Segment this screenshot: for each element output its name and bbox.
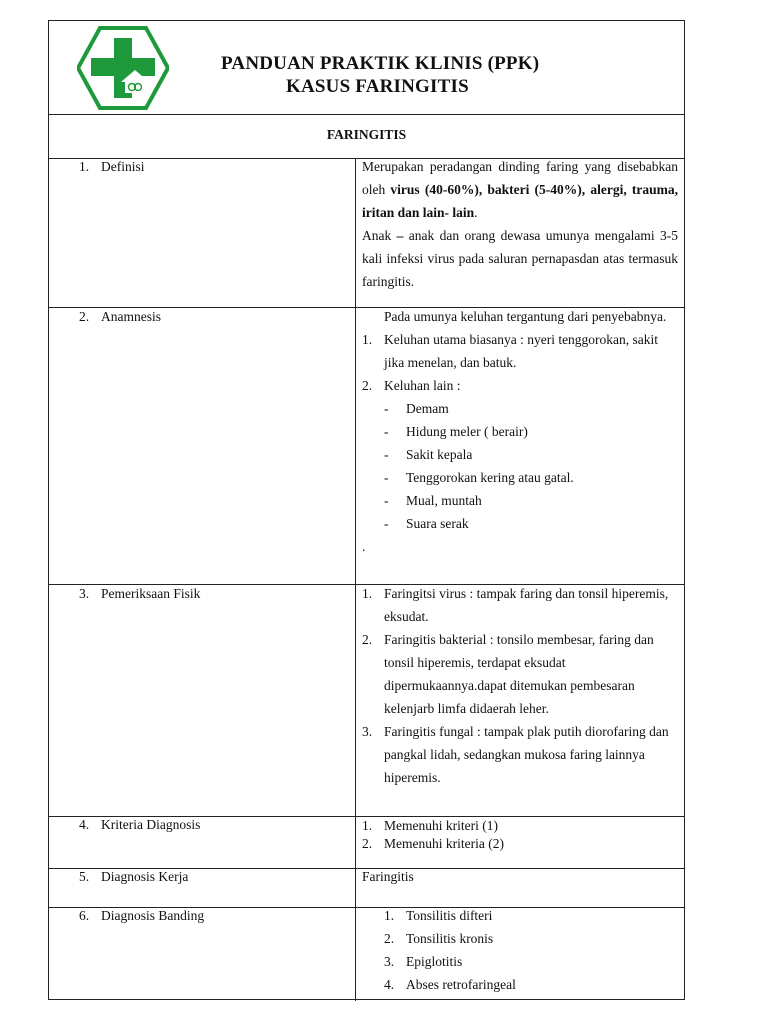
row-label-definisi: 1. Definisi — [79, 159, 145, 174]
list-item: 4. Abses retrofaringeal — [384, 977, 516, 992]
list-item: 1. Faringitsi virus : tampak faring dan tonsil hiperemis, eksudat. — [362, 586, 669, 624]
list-item: 2. Keluhan lain : — [362, 378, 461, 393]
row-label-pemeriksaan-fisik: 3. Pemeriksaan Fisik — [79, 586, 201, 601]
row-content-definisi — [362, 155, 678, 293]
section-title: FARINGITIS — [326, 127, 407, 142]
column-divider — [355, 158, 356, 1001]
health-cross-logo-icon — [77, 26, 169, 110]
row-label-diagnosis-banding: 6. Diagnosis Banding — [79, 908, 205, 923]
row-label-anamnesis: 2. Anamnesis — [79, 309, 161, 324]
row-content-anamnesis — [362, 305, 678, 558]
definition-paragraph-2: Anak – anak dan orang dewasa umunya mengalami 3-5 kali infeksi virus pada saluran pernapasdan atas termasuk faringitis. — [362, 228, 678, 289]
document-title: PANDUAN PRAKTIK KLINIS (PPK) — [221, 53, 540, 74]
list-item: 3. Faringitis fungal : tampak plak putih diorofaring dan pangkal lidah, sedangkan mukosa faring lainnya hiperemis. — [362, 724, 669, 785]
row-content-kriteria-diagnosis — [362, 817, 678, 853]
list-item: 1. Tonsilitis difteri — [384, 908, 493, 923]
section-title-row — [49, 114, 684, 159]
row-label-kriteria-diagnosis: 4. Kriteria Diagnosis — [79, 817, 201, 832]
sub-list-item: - Suara serak — [384, 516, 469, 531]
document-page — [48, 20, 685, 1000]
list-item: 1. Memenuhi kriteri (1) — [362, 818, 498, 833]
sub-list-item: - Hidung meler ( berair) — [384, 424, 528, 439]
list-item: 3. Epiglotitis — [384, 954, 463, 969]
sub-list-item: - Tenggorokan kering atau gatal. — [384, 470, 574, 485]
list-item: 2. Memenuhi kriteria (2) — [362, 836, 504, 851]
row-content-diagnosis-banding — [362, 904, 678, 996]
row-content-diagnosis-kerja: Faringitis — [362, 869, 414, 884]
row-content-pemeriksaan-fisik — [362, 582, 678, 789]
trailing-mark: . — [362, 539, 366, 554]
definition-paragraph: Merupakan peradangan dinding faring yang disebabkan oleh virus (40-60%), bakteri (5-40%), alergi, trauma, iritan dan lain- lain. — [362, 159, 678, 220]
document-header — [49, 21, 684, 115]
document-subtitle: KASUS FARINGITIS — [286, 76, 469, 97]
list-item: 2. Faringitis bakterial : tonsilo membesar, faring dan tonsil hiperemis, terdapat eksudat dipermukaannya.dapat ditemukan pembesaran kelenjarb limfa didaerah leher. — [362, 632, 654, 716]
sub-list-item: - Demam — [384, 401, 449, 416]
sub-list-item: - Mual, muntah — [384, 493, 482, 508]
sub-list-item: - Sakit kepala — [384, 447, 473, 462]
list-item: 2. Tonsilitis kronis — [384, 931, 494, 946]
row-label-diagnosis-kerja: 5. Diagnosis Kerja — [79, 869, 189, 884]
anamnesis-intro: Pada umunya keluhan tergantung dari penyebabnya. — [384, 309, 667, 324]
list-item: 1. Keluhan utama biasanya : nyeri tenggorokan, sakit jika menelan, dan batuk. — [362, 332, 659, 370]
